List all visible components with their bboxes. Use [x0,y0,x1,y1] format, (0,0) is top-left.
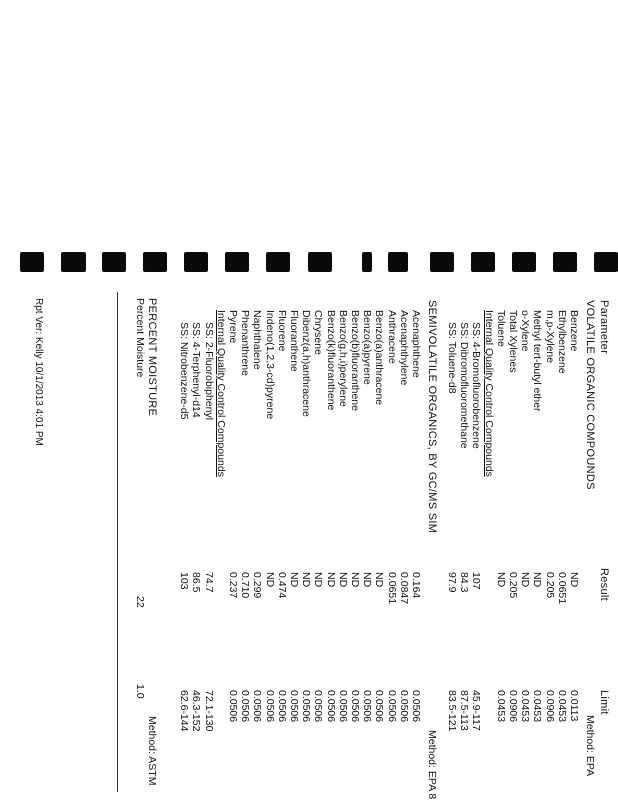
moisture-title: PERCENT MOISTURE [146,298,158,417]
header-parameter: Parameter [598,300,610,355]
header-limit: Limit [598,690,610,715]
table-row-result: ND [568,572,580,588]
qc-row-name: SS: 4-Bromofluorobenzene [470,322,483,449]
table-row-name: Chrysene [312,310,325,355]
table-row-name: Phenanthrene [239,310,252,376]
table-row-name: Benzo(g,h,i)perylene [336,310,349,407]
moisture-name: Percent Moisture [134,298,146,378]
table-row-name: Benzo(b)fluoranthene [349,310,361,411]
table-row-result: 0.710 [239,572,252,599]
table-row-name: Toluene [494,310,507,347]
qc-row-name: SS: Toluene-d8 [446,322,458,394]
qc-row-name: SS: 2-Fluorobiphenyl [202,322,215,421]
table-row-result: ND [324,572,337,588]
table-row-limit: 0.0506 [324,690,337,723]
table-row-limit: 0.0453 [531,690,544,723]
table-row-name: Fluoranthene [288,310,300,372]
qc-label: Internal Quality Control Compounds [214,310,227,477]
qc-row-limit: 72.1-130 [202,690,215,732]
table-row-name: Benzo(a)anthracene [373,310,386,406]
table-row-result: ND [300,572,313,588]
table-row-name: Acenaphthylene [397,310,410,386]
table-row-name: Benzene [568,310,580,352]
qc-label: Internal Quality Control Compounds [482,310,495,477]
table-row-limit: 0.0506 [275,690,288,723]
table-row-name: Benzo(a)pyrene [361,310,374,385]
table-row-name: Total Xylenes [507,310,519,373]
divider-line [117,292,118,792]
table-row-result: ND [336,572,349,588]
table-row-limit: 0.0906 [543,690,556,723]
table-row-limit: 0.0506 [300,690,313,723]
table-row-limit: 0.0506 [373,690,386,723]
table-row-result: 0.0651 [555,572,568,605]
qc-row-result: 84.3 [458,572,471,593]
table-row-limit: 0.0453 [494,690,507,723]
table-row-result: ND [361,572,374,588]
table-row-name: m,p-Xylene [543,310,556,364]
qc-row-limit: 62.6-144 [178,690,191,732]
table-row-result: 0.237 [227,572,239,599]
table-row-result: ND [531,572,544,588]
voc-title: VOLATILE ORGANIC COMPOUNDS [584,300,596,490]
table-row-name: Indeno(1,2,3-cd)pyrene [263,310,276,420]
table-row-result: ND [373,572,386,588]
table-row-limit: 0.0506 [239,690,252,723]
table-row-result: 0.0847 [397,572,410,605]
qc-row-name: SS: 4-Terphenyl-d14 [190,322,203,418]
table-row-result: 0.299 [251,572,264,599]
qc-row-name: SS: Dibromofluoromethane [458,322,471,449]
table-row-result: ND [519,572,532,588]
report-version: Rpt Ver: Kelly 10/1/2013 4:01 PM [33,298,44,446]
table-row-limit: 0.0506 [361,690,374,723]
table-row-result: ND [263,572,276,588]
svoc-method: Method: EPA 8 [426,730,438,800]
table-row-name: Acenaphthene [410,310,422,378]
table-row-result: ND [312,572,325,588]
table-row-limit: 0.0453 [519,690,532,723]
table-row-result: ND [288,572,300,588]
qc-row-limit: 45.9-117 [470,690,483,731]
table-row-name: Fluorene [275,310,288,352]
table-row-result: 0.205 [507,572,519,599]
svoc-title: SEMIVOLATILE ORGANICS, BY GC/MS SIM [426,300,438,534]
qc-row-limit: 83.5-121 [446,690,458,732]
table-row-limit: 0.0506 [288,690,300,723]
moisture-limit: 1.0 [134,684,146,699]
table-row-result: ND [494,572,507,588]
table-row-limit: 0.0506 [397,690,410,723]
table-row-name: Anthracene [385,310,398,364]
table-row-limit: 0.0506 [349,690,361,723]
table-row-result: 0.474 [275,572,288,599]
table-row-limit: 0.0453 [555,690,568,723]
qc-row-result: 107 [470,572,483,590]
table-row-limit: 0.0506 [385,690,398,723]
table-row-result: ND [349,572,361,588]
table-row-limit: 0.0506 [312,690,325,723]
table-row-limit: 0.0506 [227,690,239,723]
table-row-limit: 0.0506 [263,690,276,723]
table-row-name: Benzo(k)fluoranthene [324,310,337,411]
qc-row-name: SS: Nitrobenzene-d5 [178,322,191,420]
qc-row-result: 74.7 [202,572,215,593]
table-row-result: 0.164 [410,572,422,599]
table-row-limit: 0.0506 [336,690,349,723]
table-row-name: Pyrene [227,310,239,344]
table-row-limit: 0.0113 [568,690,580,722]
qc-row-limit: 87.5-113 [458,690,471,731]
table-row-name: Ethylbenzene [555,310,568,374]
table-row-limit: 0.0506 [251,690,264,723]
voc-method: Method: EPA [584,715,596,777]
table-row-limit: 0.0906 [507,690,519,723]
header-result: Result [598,568,610,601]
qc-row-result: 97.9 [446,572,458,593]
table-row-limit: 0.0506 [410,690,422,723]
qc-row-result: 103 [178,572,191,590]
table-row-name: Dibenz(a,h)anthracene [300,310,313,417]
table-row-result: 0.205 [543,572,556,599]
moisture-result: 22 [134,596,146,608]
table-row-name: Naphthalene [251,310,264,370]
qc-row-limit: 46.3-152 [190,690,203,732]
qc-row-result: 86.5 [190,572,203,593]
table-row-name: o-Xylene [519,310,532,352]
table-row-result: 0.0651 [385,572,398,605]
moisture-method: Method: ASTM [146,716,158,786]
table-row-name: Methyl tert-butyl ether [531,310,544,412]
